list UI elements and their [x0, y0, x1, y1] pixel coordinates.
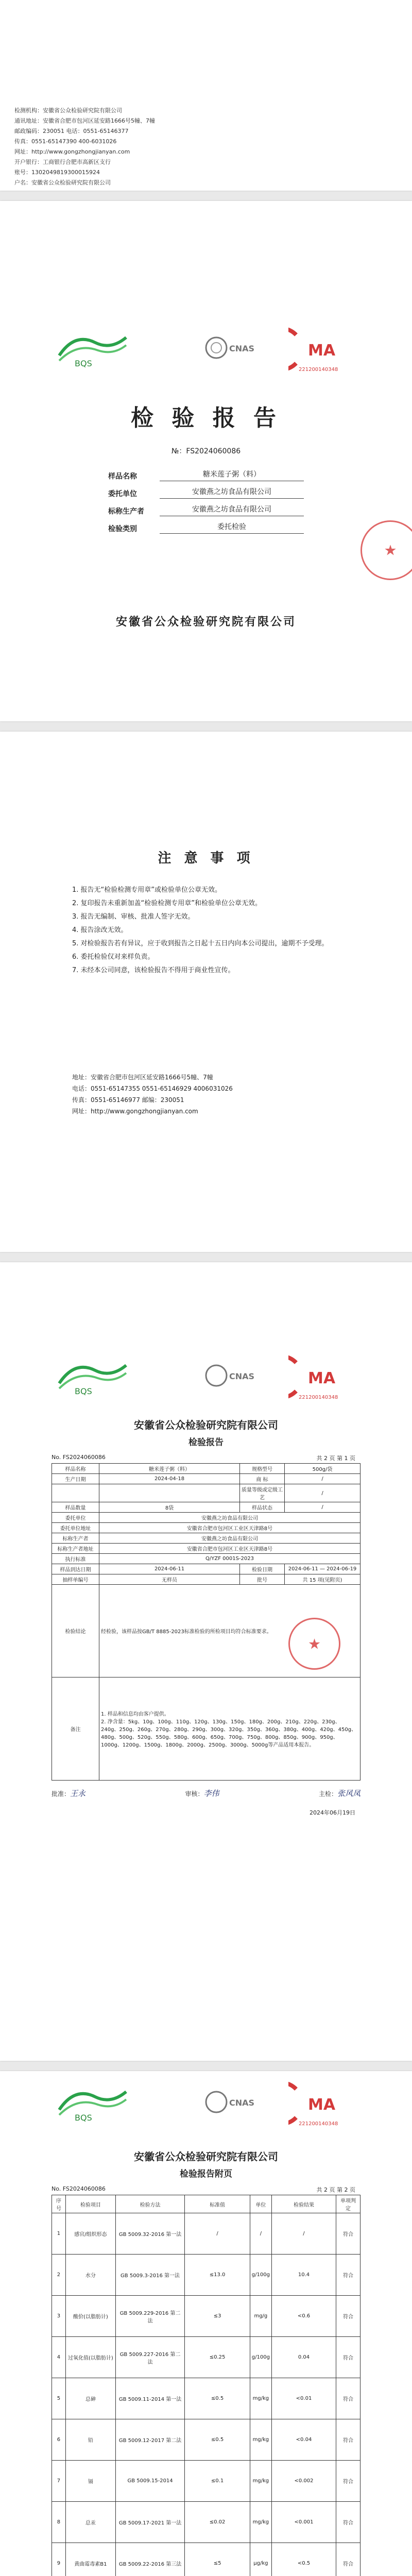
table-cell: ≤0.5 [185, 2419, 250, 2461]
report-number: No. FS2024060086 [52, 1454, 106, 1461]
table-cell: GB 5009.11-2014 第一法 [115, 2378, 185, 2419]
table-cell: / [185, 2213, 250, 2255]
cnas-logo-icon [203, 1358, 258, 1394]
cma-logo-icon [288, 1355, 350, 1401]
page-info: 共 2 页 第 2 页 [316, 2187, 355, 2193]
table-cell: g/100g [250, 2337, 271, 2378]
report-title: 检 验 报 告 [131, 405, 281, 431]
cover-field: 标称生产者 安徽燕之坊食品有限公司 [108, 499, 304, 516]
notice-item: 2. 复印报告未重新加盖“检验检测专用章”和检验单位公章无效。 [72, 900, 262, 907]
notice-item: 4. 报告涂改无效。 [72, 926, 128, 934]
table-cell: GB 5009.3-2016 第一法 [115, 2255, 185, 2296]
info-block [14, 106, 155, 188]
table-cell: 铅 [65, 2419, 115, 2461]
report-org: 安徽省公众检验研究院有限公司 [134, 1419, 278, 1431]
page-cover [0, 201, 412, 721]
table-cell: mg/g [250, 2296, 271, 2337]
table-cell: 总汞 [65, 2502, 115, 2543]
table-cell: 2 [52, 2255, 66, 2296]
table-row [52, 2502, 360, 2543]
table-cell: <0.5 [271, 2543, 336, 2576]
seal-icon: ★ [288, 1618, 340, 1670]
svg-text:BQS: BQS [75, 359, 92, 368]
svg-text:CNAS: CNAS [229, 344, 255, 353]
report-subtitle: 检验报告 [188, 1437, 224, 1448]
table-row [52, 2419, 360, 2461]
info-line: 邮政编码：230051 电话：0551-65146377 [14, 128, 129, 134]
table-cell: mg/kg [250, 2378, 271, 2419]
table-cell: GB 5009.15-2014 [115, 2461, 185, 2502]
notice-title: 注 意 事 项 [158, 851, 254, 866]
info-line: 户名：安徽省公众检验研究院有限公司 [14, 179, 111, 186]
signature: 主检：张风凤 [318, 1789, 360, 1798]
bqs-logo-icon [54, 2081, 131, 2123]
table-cell: <0.01 [271, 2378, 336, 2419]
table-cell: ≤3 [185, 2296, 250, 2337]
table-cell: 7 [52, 2461, 66, 2502]
info-line: 传真：0551-65147390 400-6031026 [14, 138, 117, 145]
table-header-row [52, 2195, 360, 2213]
cma-logo-icon [288, 2081, 350, 2128]
contact-line: 电话：0551-65147355 0551-65146929 4006031026 [72, 1085, 233, 1092]
bqs-logo-icon [54, 1355, 131, 1396]
table-cell: GB 5009.17-2021 第一法 [115, 2502, 185, 2543]
svg-text:221200140348: 221200140348 [299, 367, 338, 372]
info-line: 网址：http://www.gongzhongjianyan.com [14, 148, 130, 155]
table-cell: 0.04 [271, 2337, 336, 2378]
table-cell: μg/kg [250, 2543, 271, 2576]
table-row: 委托单位地址 安徽省合肥市包河区工业区天津路8号 [52, 1523, 360, 1533]
column-header: 检验结果 [271, 2195, 336, 2213]
cover-fields [108, 464, 304, 534]
logo-row [0, 327, 412, 374]
svg-text:CNAS: CNAS [229, 2098, 255, 2108]
contact-line: 传真：0551-65146977 邮编：230051 [72, 1096, 184, 1104]
table-row: 抽样单编号 无样员 批号 共 15 项(见附页) [52, 1574, 360, 1585]
table-row: 委托单位 安徽燕之坊食品有限公司 [52, 1513, 360, 1523]
svg-text:MA: MA [308, 342, 336, 360]
table-row: 备注 1. 样品和信息均由客户提供。 2. 净含量：5kg、10g、100g、110g、120g、130g、150g、180g、200g、210g、220g、230g、240g、250g、260g、270g、280g、290g、300g、320g、350g、360g、380g、400g、420g、450g、480g、500g、520g、550g、580g、600g、650g、700g、750g、800g、850g、900g、950g、1000g、1200g、1500g、1800g、2000g、2500g、3000g、5000g等产品适用本报告。 [52, 1677, 360, 1781]
table-cell: <0.04 [271, 2419, 336, 2461]
table-cell: 过氧化值(以脂肪计) [65, 2337, 115, 2378]
table-cell: 水分 [65, 2255, 115, 2296]
cover-field: 检验类别 委托检验 [108, 516, 304, 534]
table-row: 标称生产者 安徽燕之坊食品有限公司 [52, 1533, 360, 1544]
page-notice [0, 732, 412, 1252]
svg-text:BQS: BQS [75, 2113, 92, 2123]
svg-text:BQS: BQS [75, 1386, 92, 1396]
table-cell: ≤5 [185, 2543, 250, 2576]
table-cell: <0.002 [271, 2461, 336, 2502]
table-cell: 黄曲霉毒素B1 [65, 2543, 115, 2576]
contact-block [72, 1072, 233, 1117]
table-cell: 总砷 [65, 2378, 115, 2419]
svg-text:221200140348: 221200140348 [299, 1395, 338, 1400]
info-line: 开户银行：工商银行合肥市高新区支行 [14, 159, 111, 165]
table-cell: 符合 [336, 2378, 360, 2419]
table-row: 标称生产者地址 安徽省合肥市包河区工业区天津路8号 [52, 1544, 360, 1554]
table-cell: 酸价(以脂肪计) [65, 2296, 115, 2337]
table-cell: mg/kg [250, 2419, 271, 2461]
table-row [52, 2461, 360, 2502]
table-cell: 1 [52, 2213, 66, 2255]
cover-field: 委托单位 安徽燕之坊食品有限公司 [108, 481, 304, 499]
page-report-1 [0, 1262, 412, 2061]
report-number: No. FS2024060086 [52, 2185, 106, 2192]
table-cell: 5 [52, 2378, 66, 2419]
table-cell: 镉 [65, 2461, 115, 2502]
table-cell: ≤0.5 [185, 2378, 250, 2419]
info-line: 检测机构：安徽省公众检验研究院有限公司 [14, 107, 122, 114]
table-cell: 感官/组织形态 [65, 2213, 115, 2255]
table-row: 样品数量 8袋 样品状态 / [52, 1502, 360, 1513]
table-row [52, 2378, 360, 2419]
svg-text:CNAS: CNAS [229, 1371, 255, 1381]
table-row [52, 2213, 360, 2255]
table-cell: ≤0.25 [185, 2337, 250, 2378]
table-cell: 4 [52, 2337, 66, 2378]
table-cell: 符合 [336, 2502, 360, 2543]
contact-line: 地址：安徽省合肥市包河区延安路1666号5幢、7幢 [72, 1074, 213, 1081]
table-row: 样品到达日期 2024-06-11 检验日期 2024-06-11 — 2024-06-19 [52, 1564, 360, 1574]
column-header: 标准值 [185, 2195, 250, 2213]
table-cell: 3 [52, 2296, 66, 2337]
cover-field: 样品名称 糖米莲子粥（料） [108, 464, 304, 481]
table-row [52, 2255, 360, 2296]
info-line: 通讯地址：安徽省合肥市包河区延安路1666号5幢、7幢 [14, 117, 155, 124]
notice-item: 6. 委托检验仅对来样负责。 [72, 953, 154, 961]
table-cell: 符合 [336, 2461, 360, 2502]
table-row: 生产日期 2024-04-18 商 标 / [52, 1474, 360, 1484]
svg-text:221200140348: 221200140348 [299, 2121, 338, 2127]
report-org: 安徽省公众检验研究院有限公司 [134, 2150, 278, 2163]
cma-logo-icon [288, 327, 350, 374]
column-header: 检验方法 [115, 2195, 185, 2213]
svg-text:MA: MA [308, 2096, 336, 2114]
table-cell: 10.4 [271, 2255, 336, 2296]
notice-list [72, 884, 360, 977]
table-cell: GB 5009.22-2016 第三法 [115, 2543, 185, 2576]
table-cell: 符合 [336, 2337, 360, 2378]
page-info: 共 2 页 第 1 页 [316, 1455, 355, 1462]
results-table [52, 2195, 360, 2576]
column-header: 单位 [250, 2195, 271, 2213]
seal-icon: ★ [360, 520, 412, 580]
table-cell: mg/kg [250, 2461, 271, 2502]
column-header: 检验项目 [65, 2195, 115, 2213]
report-number: №：FS2024060086 [171, 447, 241, 455]
table-row: 检验结论 经检验，该样品按GB/T 8885-2023标准检验的所检项目均符合标准要求。 [52, 1585, 360, 1677]
column-header: 单项判定 [336, 2195, 360, 2213]
signature-row [52, 1788, 360, 1799]
table-cell: 6 [52, 2419, 66, 2461]
table-row [52, 2337, 360, 2378]
bqs-logo-icon [54, 327, 131, 368]
table-cell: 符合 [336, 2296, 360, 2337]
table-cell: GB 5009.227-2016 第二法 [115, 2337, 185, 2378]
page-info [0, 0, 412, 191]
org-name: 安徽省公众检验研究院有限公司 [115, 615, 296, 629]
svg-text:MA: MA [308, 1369, 336, 1387]
notice-item: 7. 未经本公司同意，该检验报告不得用于商业性宣传。 [72, 967, 235, 974]
table-cell: ≤0.1 [185, 2461, 250, 2502]
table-row [52, 2543, 360, 2576]
notice-item: 5. 对检验报告若有异议，应于收到报告之日起十五日内向本公司提出，逾期不予受理。 [72, 940, 329, 947]
column-header: 序号 [52, 2195, 66, 2213]
table-cell: / [271, 2213, 336, 2255]
table-cell: GB 5009.229-2016 第二法 [115, 2296, 185, 2337]
table-row [52, 2296, 360, 2337]
report-date: 2024年06月19日 [310, 1809, 355, 1816]
table-cell: mg/kg [250, 2502, 271, 2543]
table-row: 执行标准 Q/YZF 0001S-2023 [52, 1554, 360, 1564]
cnas-logo-icon [203, 2084, 258, 2120]
cnas-logo-icon [203, 330, 258, 366]
table-cell: 8 [52, 2502, 66, 2543]
table-cell: / [250, 2213, 271, 2255]
table-cell: ≤0.02 [185, 2502, 250, 2543]
logo-row [0, 2081, 412, 2128]
table-cell: <0.6 [271, 2296, 336, 2337]
signature: 审核：李伟 [185, 1789, 219, 1798]
info-line: 账号：1302049819300015924 [14, 169, 100, 176]
notice-item: 3. 报告无编制、审核、批准人签字无效。 [72, 913, 195, 921]
table-cell: g/100g [250, 2255, 271, 2296]
report-subtitle: 检验报告附页 [180, 2169, 232, 2179]
table-cell: GB 5009.12-2017 第二法 [115, 2419, 185, 2461]
table-cell: 符合 [336, 2543, 360, 2576]
page-report-2 [0, 2071, 412, 2576]
table-cell: 9 [52, 2543, 66, 2576]
table-cell: <0.001 [271, 2502, 336, 2543]
table-row: 质量等级或定级工艺 / [52, 1484, 360, 1502]
table-row: 样品名称 糖米莲子粥（料） 规格型号 500g/袋 [52, 1464, 360, 1474]
table-cell: 符合 [336, 2255, 360, 2296]
notice-item: 1. 报告无“检验检测专用章”或检验单位公章无效。 [72, 886, 222, 894]
logo-row [0, 1355, 412, 1401]
contact-line: 网址：http://www.gongzhongjianyan.com [72, 1108, 198, 1115]
table-cell: 符合 [336, 2419, 360, 2461]
table-cell: 符合 [336, 2213, 360, 2255]
signature: 批准：王永 [52, 1789, 86, 1798]
table-cell: ≤13.0 [185, 2255, 250, 2296]
table-cell: GB 5009.32-2016 第一法 [115, 2213, 185, 2255]
